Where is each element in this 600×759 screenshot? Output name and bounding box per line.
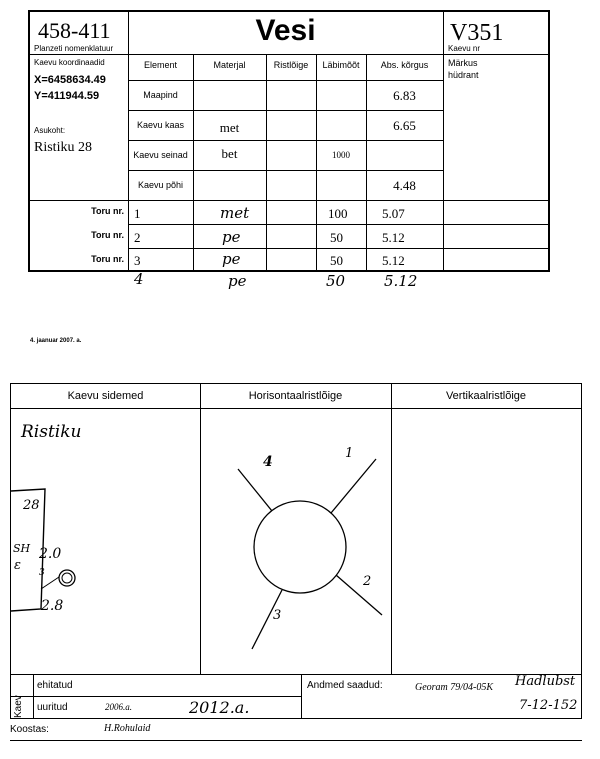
pipe-material: pe: [222, 228, 241, 246]
horizontal-section: [200, 409, 391, 674]
pipe-material: pe: [222, 250, 241, 268]
compiled-value: H.Rohulaid: [104, 723, 151, 734]
divider: [301, 674, 302, 718]
pipe-diameter: 50: [330, 230, 343, 245]
sketch-mark: 3: [39, 568, 45, 578]
divider: [30, 54, 550, 55]
pipe-nr: 2: [134, 230, 141, 245]
pipe-diameter: 100: [328, 206, 348, 221]
divider: [128, 140, 443, 141]
table-cell: 4.48: [393, 178, 416, 193]
pipe-label: Toru nr.: [91, 206, 124, 216]
sketch-mark: SH: [13, 542, 31, 555]
table-cell: met: [219, 120, 240, 135]
data-source-value: Georam 79/04-05K: [415, 682, 494, 693]
divider: [11, 696, 301, 697]
table-header: Materjal: [213, 60, 246, 70]
surveyed-value: 2006.a.: [105, 702, 132, 712]
remarks-value: hüdrant: [448, 70, 479, 80]
divider: [33, 674, 34, 718]
nomenclature-label: Planzeti nomenklatuur: [34, 44, 114, 53]
coord-x: X=6458634.49: [34, 74, 106, 86]
surveyed-value-handwritten: 2012.a.: [189, 698, 250, 717]
built-label: ehitatud: [37, 680, 73, 691]
table-cell: 1000: [332, 150, 350, 160]
table-header: Element: [143, 60, 178, 70]
well-card: [28, 10, 550, 272]
divider: [10, 740, 582, 741]
pipe-diameter: 50: [326, 272, 346, 290]
table-cell: 6.65: [393, 118, 416, 133]
divider: [366, 54, 367, 272]
compiled-label: Koostas:: [10, 724, 49, 735]
signature: Hadlubst: [515, 674, 576, 689]
sketch-street: Ristiku: [21, 422, 82, 442]
divider: [128, 12, 129, 272]
pipe-material: pe: [228, 272, 247, 290]
divider: [391, 384, 392, 674]
table-header: Abs. kõrgus: [380, 60, 429, 70]
sketch-card: [10, 383, 582, 719]
divider: [443, 12, 444, 272]
table-cell: Kaevu seinad: [133, 150, 188, 160]
location-value: Ristiku 28: [34, 140, 92, 155]
pipe-label: Toru nr.: [91, 230, 124, 240]
well-number-label: Kaevu nr: [448, 44, 481, 53]
table-header: Ristlõige: [273, 60, 309, 70]
divider: [316, 54, 317, 272]
divider: [11, 674, 581, 675]
pipe-label-1: 1: [345, 446, 354, 461]
divider: [30, 200, 550, 201]
pipe-material: met: [220, 204, 250, 222]
sketch-mark: ε: [14, 558, 21, 573]
divider: [128, 110, 443, 111]
pipe-height: 5.07: [382, 206, 405, 221]
column-header: Horisontaalristlõige: [248, 390, 343, 402]
pipe-height: 5.12: [384, 272, 418, 290]
table-cell: bet: [221, 146, 238, 161]
well-number-value: V351: [450, 20, 504, 46]
document-date: 4. jaanuar 2007. a.: [30, 338, 82, 344]
coord-y: Y=411944.59: [34, 90, 100, 102]
divider: [266, 54, 267, 272]
table-cell: Kaevu põhi: [137, 180, 184, 190]
remarks-label: Märkus: [448, 58, 478, 68]
location-label: Asukoht:: [34, 126, 66, 135]
signature-date: 7-12-152: [519, 698, 578, 713]
pipe-nr: 4: [134, 270, 144, 288]
pipe-nr: 3: [134, 253, 141, 268]
pipe-label-3: 3: [273, 608, 282, 623]
column-header: Vertikaalristlõige: [445, 390, 527, 402]
data-source-label: Andmed saadud:: [307, 680, 383, 691]
table-cell: Kaevu kaas: [136, 120, 185, 130]
divider: [193, 54, 194, 272]
pipe-height: 5.12: [382, 230, 405, 245]
pipe-diameter: 50: [330, 253, 343, 268]
pipe-label: Toru nr.: [91, 254, 124, 264]
page-title: Vesi: [255, 14, 316, 47]
sketch-distance: 2.0: [39, 546, 62, 562]
pipe-label-4: 4: [263, 454, 273, 470]
sketch-distance: 2.8: [41, 598, 64, 614]
coords-label: Kaevu koordinaadid: [34, 58, 105, 67]
column-header: Kaevu sidemed: [67, 390, 144, 402]
pipe-height: 5.12: [382, 253, 405, 268]
pipe-nr: 1: [134, 206, 141, 221]
surveyed-label: uuritud: [37, 702, 68, 713]
kaev-label: Kaev: [13, 695, 24, 718]
nomenclature-value: 458-411: [38, 18, 111, 43]
table-cell: 6.83: [393, 88, 416, 103]
divider: [128, 170, 443, 171]
divider: [128, 248, 550, 249]
table-cell: Maapind: [143, 90, 178, 100]
divider: [128, 224, 550, 225]
divider: [128, 80, 443, 81]
sketch-house-number: 28: [23, 498, 40, 513]
pipe-label-2: 2: [363, 574, 372, 589]
table-header: Läbimõõt: [322, 60, 360, 70]
